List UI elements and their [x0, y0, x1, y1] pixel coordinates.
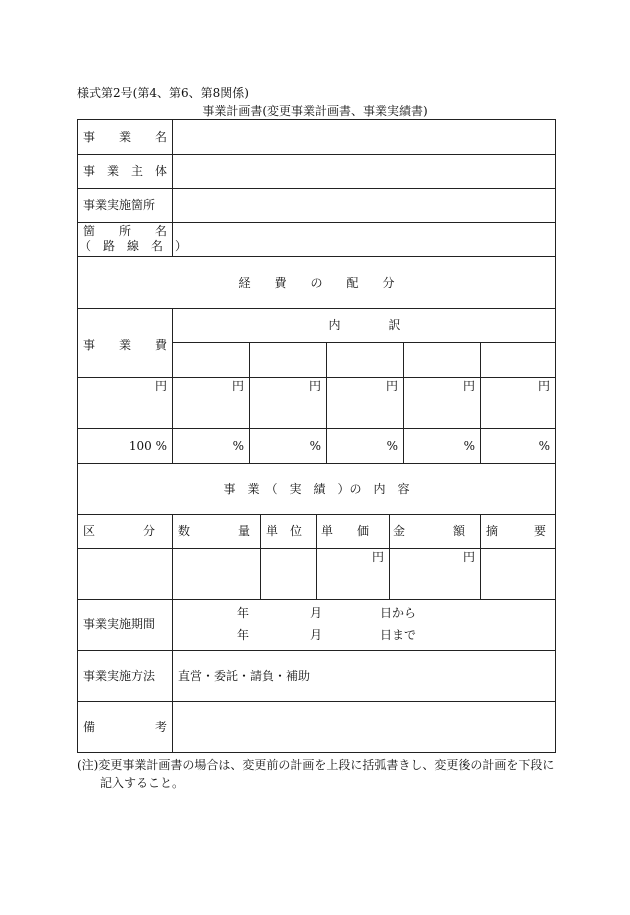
col-header-unit: 単 位	[266, 524, 303, 538]
col-header-remarks: 摘 要	[486, 524, 547, 538]
label-project-entity: 事 業 主 体	[83, 164, 168, 178]
percent-col-1: %	[232, 439, 244, 453]
percent-col-4: %	[463, 439, 475, 453]
footnote-line-1: (注)変更事業計画書の場合は、変更前の計画を上段に括弧書きし、変更後の計画を下段に	[77, 758, 555, 772]
yen-col-1: 円	[231, 379, 244, 393]
percent-col-2: %	[309, 439, 321, 453]
percent-col-3: %	[386, 439, 398, 453]
label-project-cost: 事 業 費	[83, 338, 168, 352]
percent-total: 100 %	[128, 439, 167, 453]
col-header-quantity: 数 量	[178, 524, 251, 538]
period-from-year: 年	[237, 606, 250, 620]
yen-col-4: 円	[462, 379, 475, 393]
period-to-year: 年	[237, 628, 250, 642]
col-header-amount: 金 額	[393, 524, 466, 538]
yen-amount: 円	[462, 550, 475, 564]
form-grid-lines	[77, 119, 556, 753]
document-title: 事業計画書(変更事業計画書、事業実績書)	[202, 104, 428, 118]
label-project-period: 事業実施期間	[83, 617, 156, 631]
form-table	[77, 119, 556, 753]
label-location-name: 箇 所 名	[83, 224, 168, 238]
percent-col-5: %	[538, 439, 550, 453]
col-header-category: 区 分	[83, 524, 156, 538]
yen-col-5: 円	[537, 379, 550, 393]
period-from-month: 月	[310, 606, 323, 620]
label-breakdown: 内 訳	[328, 318, 401, 332]
footnote-line-2: 記入すること。	[100, 776, 185, 790]
footnote	[77, 756, 557, 792]
form-number: 様式第2号(第4、第6、第8関係)	[77, 86, 249, 100]
heading-cost-allocation: 経 費 の 配 分	[238, 276, 395, 290]
yen-total: 円	[154, 379, 167, 393]
label-project-location: 事業実施箇所	[83, 198, 156, 212]
yen-col-3: 円	[385, 379, 398, 393]
period-to-day: 日まで	[380, 628, 417, 642]
label-project-method: 事業実施方法	[83, 669, 156, 683]
period-from-day: 日から	[380, 606, 417, 620]
heading-project-content: 事 業 （ 実 績 ）の 内 容	[223, 482, 410, 496]
yen-col-2: 円	[308, 379, 321, 393]
col-header-unit-price: 単 価	[321, 524, 370, 538]
period-to-month: 月	[310, 628, 323, 642]
label-route-name: （ 路 線 名 ）	[79, 239, 188, 253]
method-options: 直営・委託・請負・補助	[178, 669, 311, 683]
label-remarks: 備 考	[83, 720, 168, 734]
label-project-name: 事 業 名	[83, 130, 168, 144]
yen-unit-price: 円	[371, 550, 384, 564]
